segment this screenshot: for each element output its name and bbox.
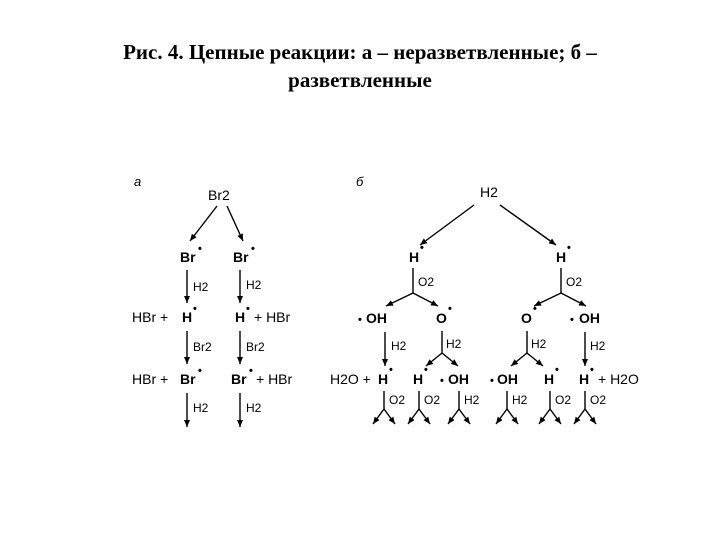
a-radical-dot: • <box>198 365 202 377</box>
a-arrow-2-right-label: Br2 <box>246 340 265 354</box>
b-fork-h-3 <box>539 391 571 424</box>
b-fork-oh-2-label: H2 <box>512 393 528 407</box>
b-radical-dot: • <box>420 242 424 254</box>
b-radical-dot: • <box>358 314 362 326</box>
b-arrow-oh-left-label: H2 <box>391 339 407 353</box>
b-radical-dot: • <box>440 375 444 387</box>
a-arrow-3-right-label: H2 <box>246 401 262 415</box>
a-row1-left-radical: Br <box>180 249 196 265</box>
a-radical-dot: • <box>246 303 250 315</box>
a-arrow-1-left-label: H2 <box>193 280 209 294</box>
b-level3-h-2: H <box>413 371 424 387</box>
b-fork-oh-1 <box>448 391 480 424</box>
b-level3-h-3: H <box>544 371 555 387</box>
b-fork-o-right-label: H2 <box>531 337 547 351</box>
b-fork-o-right-arrow-left <box>511 353 527 366</box>
b-fork-h-2 <box>408 391 440 424</box>
b-radical-dot: • <box>533 303 537 315</box>
b-level2-oh-left: OH <box>366 310 387 326</box>
a-row3-left-product: HBr + <box>132 371 169 387</box>
b-level3-oh-2: OH <box>497 371 518 387</box>
b-fork-o-left-arrow-left <box>426 353 442 366</box>
b-radical-dot: • <box>555 364 559 376</box>
b-fork-h-1 <box>373 391 405 424</box>
a-split-arrow-left <box>190 206 217 241</box>
b-level3-h-1: H <box>378 371 389 387</box>
a-row3-right-product: + HBr <box>256 371 293 387</box>
b-level2-o-right: O <box>521 310 532 326</box>
b-radical-dot: • <box>424 364 428 376</box>
b-radical-dot: • <box>570 314 574 326</box>
caption-line-2: разветвленные <box>288 68 432 92</box>
b-fork-h-4-label: O2 <box>590 393 607 407</box>
b-split-arrow-left <box>420 205 474 245</box>
b-split-arrow-right <box>500 205 556 245</box>
a-row2-left-radical: H <box>182 309 193 325</box>
a-row3-left-radical: Br <box>180 371 196 387</box>
a-radical-dot: • <box>249 365 253 377</box>
b-branch1-label: O2 <box>418 275 435 289</box>
b-level3-water-right: + H2O <box>598 371 639 387</box>
b-radical-dot: • <box>448 303 452 315</box>
b-level1-radical-left: H <box>409 249 420 265</box>
b-fork-o-right-arrow-right <box>527 353 543 366</box>
b-radical-dot: • <box>590 364 594 376</box>
b-fork-o-left-arrow-right <box>442 353 458 366</box>
b-level1-radical-right: H <box>556 249 567 265</box>
panel-a-tag: а <box>134 174 142 189</box>
b-arrow-oh-right-label: H2 <box>590 339 606 353</box>
a-arrow-3-left-label: H2 <box>193 401 209 415</box>
b-level2-o-left: O <box>436 310 447 326</box>
b-fork-h-4 <box>574 391 606 424</box>
a-row2-left-product: HBr + <box>132 309 169 325</box>
a-arrow-2-left-label: Br2 <box>193 340 212 354</box>
panel-a <box>132 174 293 427</box>
b-fork-h-2-label: O2 <box>424 393 441 407</box>
b-fork-h-1-label: O2 <box>389 393 406 407</box>
b-radical-dot: • <box>490 375 494 387</box>
b-branch1-arrow-right <box>413 293 438 306</box>
a-top-reactant: Br2 <box>208 187 230 203</box>
a-row3-right-radical: Br <box>231 371 247 387</box>
panel-b-tag: б <box>356 174 364 189</box>
b-branch1-arrow-left <box>386 293 413 306</box>
a-arrow-1-right-label: H2 <box>246 278 262 292</box>
b-radical-dot: • <box>389 364 393 376</box>
panel-b <box>330 174 639 424</box>
b-level3-h-4: H <box>579 371 590 387</box>
b-branch2-arrow-right <box>561 293 586 306</box>
b-level3-oh-1: OH <box>448 371 469 387</box>
b-level3-water-left: H2O + <box>330 371 371 387</box>
a-radical-dot: • <box>198 243 202 255</box>
b-fork-oh-1-label: H2 <box>464 393 480 407</box>
b-fork-o-left-label: H2 <box>446 337 462 351</box>
caption-line-1: Рис. 4. Цепные реакции: а – неразветвленные; б – <box>123 40 597 64</box>
a-row2-right-radical: H <box>235 309 246 325</box>
a-radical-dot: • <box>193 303 197 315</box>
a-radical-dot: • <box>251 243 255 255</box>
a-row2-right-product: + HBr <box>254 309 291 325</box>
b-branch2-label: O2 <box>566 275 583 289</box>
b-branch2-arrow-left <box>534 293 561 306</box>
b-radical-dot: • <box>567 242 571 254</box>
b-top-reactant: H2 <box>480 184 498 200</box>
a-row1-right-radical: Br <box>233 249 249 265</box>
b-fork-h-3-label: O2 <box>555 393 572 407</box>
a-split-arrow-right <box>227 206 243 241</box>
b-level2-oh-right: OH <box>579 310 600 326</box>
b-fork-oh-2 <box>496 391 528 424</box>
